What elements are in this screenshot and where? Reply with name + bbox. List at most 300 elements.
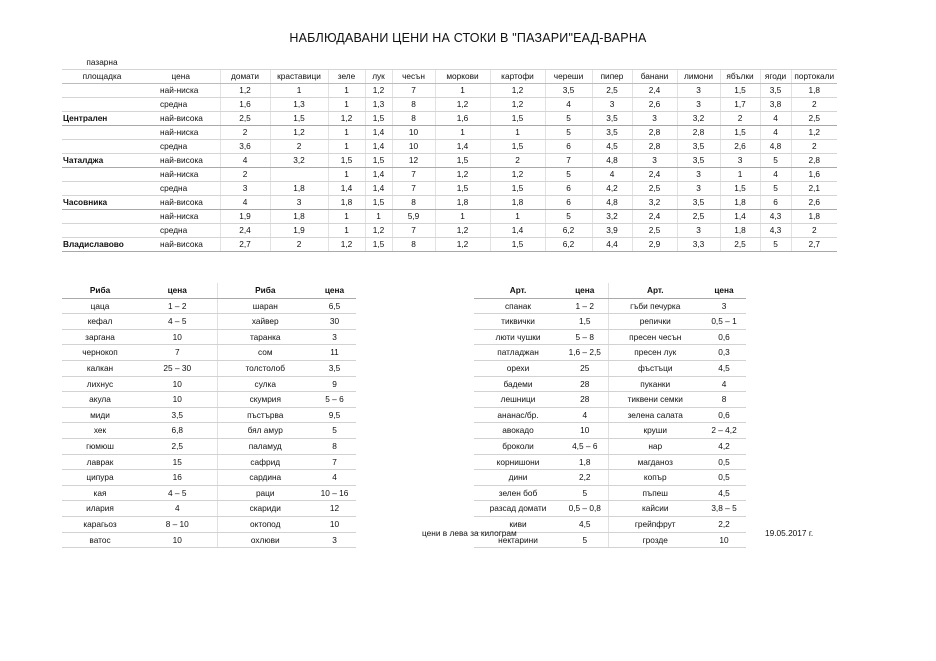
market-name <box>62 126 142 140</box>
column-header: зеле <box>328 70 365 84</box>
item-name: кефал <box>62 314 138 330</box>
price-cell: 3,5 <box>592 112 632 126</box>
price-cell: 1 <box>435 210 490 224</box>
price-cell: 5 <box>760 182 791 196</box>
item-name: корнишони <box>474 454 562 470</box>
item-name: бял амур <box>217 423 313 439</box>
price-cell: 6 <box>545 196 592 210</box>
market-name <box>62 210 142 224</box>
header-spacer <box>632 56 677 70</box>
market-name <box>62 182 142 196</box>
item-name: пъпеш <box>608 485 702 501</box>
price-cell: 1,2 <box>791 126 837 140</box>
price-cell: 2,4 <box>632 168 677 182</box>
item-price: 28 <box>562 392 608 408</box>
price-cell: 1,5 <box>365 154 392 168</box>
item-name: цаца <box>62 298 138 314</box>
price-cell: 3,5 <box>677 196 720 210</box>
price-cell: 2,4 <box>632 84 677 98</box>
price-cell: 1,3 <box>365 98 392 112</box>
item-price: 25 – 30 <box>138 360 217 376</box>
price-cell: 3,2 <box>270 154 328 168</box>
table-row <box>474 501 746 517</box>
item-name: тиквички <box>474 314 562 330</box>
price-cell: 1,5 <box>328 154 365 168</box>
price-cell: 7 <box>545 154 592 168</box>
price-cell: 1,9 <box>270 224 328 238</box>
price-cell: 1,4 <box>365 140 392 154</box>
header-spacer <box>142 56 220 70</box>
table-row <box>62 140 837 154</box>
column-header: лук <box>365 70 392 84</box>
item-price: 5 <box>562 532 608 548</box>
item-name: кайсии <box>608 501 702 517</box>
price-cell: 3 <box>632 112 677 126</box>
table-row <box>62 516 356 532</box>
price-cell: 1 <box>328 168 365 182</box>
price-cell: 1 <box>328 210 365 224</box>
table-row <box>62 298 356 314</box>
column-header: чесън <box>392 70 435 84</box>
column-header: цена <box>313 283 356 298</box>
item-price: 4 <box>138 501 217 517</box>
price-level: най-ниска <box>142 84 220 98</box>
price-cell: 1,2 <box>435 98 490 112</box>
price-cell: 1,6 <box>791 168 837 182</box>
price-cell: 1,4 <box>328 182 365 196</box>
price-cell: 2,6 <box>720 140 760 154</box>
table-row <box>62 392 356 408</box>
price-level: най-висока <box>142 196 220 210</box>
item-price: 6,5 <box>313 298 356 314</box>
item-name: чернокоп <box>62 345 138 361</box>
market-name <box>62 168 142 182</box>
price-cell: 2 <box>270 140 328 154</box>
item-price: 0,5 – 1 <box>702 314 746 330</box>
price-cell: 1,2 <box>365 224 392 238</box>
table-row <box>62 360 356 376</box>
price-cell: 3,5 <box>545 84 592 98</box>
item-name: пресен лук <box>608 345 702 361</box>
header-spacer <box>365 56 392 70</box>
item-name: гъби печурка <box>608 298 702 314</box>
item-name: скумрия <box>217 392 313 408</box>
price-cell: 1,5 <box>490 140 545 154</box>
price-cell: 6 <box>545 140 592 154</box>
price-cell: 6 <box>545 182 592 196</box>
price-level: средна <box>142 140 220 154</box>
price-cell: 5 <box>760 238 791 252</box>
item-name: карагьоз <box>62 516 138 532</box>
price-cell: 1,4 <box>365 126 392 140</box>
table-row <box>62 423 356 439</box>
price-cell: 3,8 <box>760 98 791 112</box>
price-cell: 3 <box>720 154 760 168</box>
item-price: 5 <box>313 423 356 439</box>
header-spacer <box>720 56 760 70</box>
price-cell: 4,5 <box>592 140 632 154</box>
price-cell: 1,5 <box>365 238 392 252</box>
price-cell: 1,8 <box>328 196 365 210</box>
table-row <box>62 438 356 454</box>
price-cell: 1,5 <box>720 84 760 98</box>
header-row <box>62 56 837 70</box>
header-spacer <box>490 56 545 70</box>
table-row <box>474 470 746 486</box>
price-cell: 2,8 <box>677 126 720 140</box>
item-name: зелена салата <box>608 407 702 423</box>
price-cell: 2,1 <box>791 182 837 196</box>
column-header: цена <box>138 283 217 298</box>
item-name: пъстърва <box>217 407 313 423</box>
price-cell: 3,6 <box>220 140 270 154</box>
price-cell: 6,2 <box>545 224 592 238</box>
table-row <box>62 376 356 392</box>
item-name: сафрид <box>217 454 313 470</box>
table-row <box>474 376 746 392</box>
market-name <box>62 140 142 154</box>
price-cell: 7 <box>392 84 435 98</box>
price-cell: 2,5 <box>677 210 720 224</box>
item-price: 2,2 <box>562 470 608 486</box>
price-cell <box>270 168 328 182</box>
price-cell: 4,3 <box>760 224 791 238</box>
price-cell: 1,7 <box>720 98 760 112</box>
item-price: 4,5 – 6 <box>562 438 608 454</box>
price-cell: 4 <box>760 112 791 126</box>
table-row <box>62 98 837 112</box>
table-row <box>62 112 837 126</box>
item-name: заргана <box>62 329 138 345</box>
price-cell: 1,5 <box>365 196 392 210</box>
report-date: 19.05.2017 г. <box>765 528 814 538</box>
header-spacer <box>760 56 791 70</box>
item-name: охлюви <box>217 532 313 548</box>
market-name <box>62 224 142 238</box>
column-header: банани <box>632 70 677 84</box>
item-price: 0,3 <box>702 345 746 361</box>
header-spacer <box>435 56 490 70</box>
table-row <box>474 314 746 330</box>
market-name: Часовника <box>62 196 142 210</box>
column-header: краставици <box>270 70 328 84</box>
price-cell: 1,5 <box>720 182 760 196</box>
item-name: разсад домати <box>474 501 562 517</box>
item-price: 3,5 <box>313 360 356 376</box>
item-price: 4,5 <box>702 485 746 501</box>
item-name: толстолоб <box>217 360 313 376</box>
table-row <box>474 407 746 423</box>
price-cell: 2,4 <box>220 224 270 238</box>
table-row <box>62 407 356 423</box>
price-cell: 4,8 <box>592 154 632 168</box>
price-cell: 5 <box>545 210 592 224</box>
price-cell: 1 <box>328 126 365 140</box>
item-name: копър <box>608 470 702 486</box>
item-price: 6,8 <box>138 423 217 439</box>
market-name <box>62 84 142 98</box>
price-cell: 1,2 <box>490 98 545 112</box>
price-level: най-висока <box>142 112 220 126</box>
price-cell: 2 <box>791 224 837 238</box>
table-row <box>62 345 356 361</box>
price-cell: 3 <box>677 168 720 182</box>
item-price: 5 – 6 <box>313 392 356 408</box>
item-name: калкан <box>62 360 138 376</box>
price-cell: 1,5 <box>435 154 490 168</box>
price-cell: 1,2 <box>328 238 365 252</box>
price-cell: 3,5 <box>677 154 720 168</box>
header-spacer <box>791 56 837 70</box>
price-cell: 1 <box>270 84 328 98</box>
price-cell: 3,2 <box>592 210 632 224</box>
item-name: броколи <box>474 438 562 454</box>
price-cell: 1,4 <box>365 182 392 196</box>
item-name: ципура <box>62 470 138 486</box>
price-level: най-висока <box>142 238 220 252</box>
table-row <box>62 454 356 470</box>
price-cell: 1,5 <box>490 112 545 126</box>
item-price: 11 <box>313 345 356 361</box>
item-price: 3,8 – 5 <box>702 501 746 517</box>
price-cell: 1,4 <box>720 210 760 224</box>
price-cell: 8 <box>392 196 435 210</box>
header-market-label: пазарна <box>62 56 142 70</box>
item-price: 4 <box>562 407 608 423</box>
price-cell: 2,6 <box>791 196 837 210</box>
item-name: патладжан <box>474 345 562 361</box>
price-cell: 1,2 <box>220 84 270 98</box>
column-header: цена <box>562 283 608 298</box>
item-name: таранка <box>217 329 313 345</box>
price-cell: 1,8 <box>720 224 760 238</box>
item-name: круши <box>608 423 702 439</box>
item-name: паламуд <box>217 438 313 454</box>
item-name: спанак <box>474 298 562 314</box>
table-row <box>474 438 746 454</box>
market-prices-table <box>62 56 837 252</box>
item-name: акула <box>62 392 138 408</box>
item-price: 10 <box>138 376 217 392</box>
price-level: средна <box>142 182 220 196</box>
item-name: грейпфрут <box>608 516 702 532</box>
price-cell: 2,5 <box>592 84 632 98</box>
price-cell: 1,8 <box>435 196 490 210</box>
item-name: кая <box>62 485 138 501</box>
price-cell: 1 <box>720 168 760 182</box>
item-price: 10 <box>138 532 217 548</box>
table-row <box>62 210 837 224</box>
item-name: фъстъци <box>608 360 702 376</box>
price-cell: 3,5 <box>677 140 720 154</box>
table-row <box>474 392 746 408</box>
market-name: Централен <box>62 112 142 126</box>
price-cell: 1,4 <box>490 224 545 238</box>
price-cell: 1,2 <box>365 84 392 98</box>
price-cell: 2 <box>791 140 837 154</box>
price-cell: 1,2 <box>328 112 365 126</box>
price-cell: 1,6 <box>435 112 490 126</box>
price-cell: 1,8 <box>791 84 837 98</box>
price-cell: 8 <box>392 98 435 112</box>
item-name: лихнус <box>62 376 138 392</box>
price-cell: 10 <box>392 126 435 140</box>
header-spacer <box>545 56 592 70</box>
price-cell: 3 <box>677 84 720 98</box>
item-price: 7 <box>138 345 217 361</box>
item-name: нар <box>608 438 702 454</box>
table-row <box>474 345 746 361</box>
item-price: 3,5 <box>138 407 217 423</box>
header-price-label: цена <box>142 70 220 84</box>
fish-prices-table <box>62 283 356 548</box>
price-cell: 2,5 <box>632 224 677 238</box>
item-name: скариди <box>217 501 313 517</box>
price-cell: 1 <box>435 126 490 140</box>
unit-note: цени в лева за килограм <box>422 528 517 538</box>
table-row <box>62 238 837 252</box>
price-cell: 2,7 <box>791 238 837 252</box>
item-name: дини <box>474 470 562 486</box>
market-name: Чаталджа <box>62 154 142 168</box>
item-price: 4 <box>702 376 746 392</box>
column-header: Арт. <box>608 283 702 298</box>
price-cell: 1,8 <box>270 210 328 224</box>
price-cell: 8 <box>392 238 435 252</box>
column-header: домати <box>220 70 270 84</box>
column-header: пипер <box>592 70 632 84</box>
price-cell: 1,6 <box>220 98 270 112</box>
price-cell: 1,8 <box>720 196 760 210</box>
item-price: 1,8 <box>562 454 608 470</box>
item-name: орехи <box>474 360 562 376</box>
item-price: 10 <box>138 329 217 345</box>
price-cell: 2 <box>490 154 545 168</box>
table-row <box>62 485 356 501</box>
price-cell: 2 <box>270 238 328 252</box>
column-header: Риба <box>217 283 313 298</box>
price-cell: 4,3 <box>760 210 791 224</box>
item-name: миди <box>62 407 138 423</box>
table-row <box>474 298 746 314</box>
price-cell: 4,8 <box>592 196 632 210</box>
price-cell: 3 <box>220 182 270 196</box>
column-header: портокали <box>791 70 837 84</box>
products-prices-table <box>474 283 746 548</box>
item-name: лешници <box>474 392 562 408</box>
table-row <box>62 470 356 486</box>
item-price: 30 <box>313 314 356 330</box>
item-price: 1,5 <box>562 314 608 330</box>
page-title: НАБЛЮДАВАНИ ЦЕНИ НА СТОКИ В "ПАЗАРИ"ЕАД-ВАРНА <box>289 31 647 45</box>
price-cell: 3 <box>632 154 677 168</box>
table-row <box>62 314 356 330</box>
item-price: 0,6 <box>702 407 746 423</box>
item-price: 16 <box>138 470 217 486</box>
item-name: илария <box>62 501 138 517</box>
price-cell: 7 <box>392 182 435 196</box>
table-row <box>62 329 356 345</box>
table-row <box>474 485 746 501</box>
item-name: тиквени семки <box>608 392 702 408</box>
item-price: 0,5 <box>702 470 746 486</box>
header-spacer <box>677 56 720 70</box>
price-cell: 1,2 <box>270 126 328 140</box>
item-price: 10 <box>562 423 608 439</box>
item-name: репички <box>608 314 702 330</box>
price-level: най-ниска <box>142 210 220 224</box>
price-cell: 2,4 <box>632 210 677 224</box>
item-price: 2,5 <box>138 438 217 454</box>
price-cell: 2,5 <box>791 112 837 126</box>
price-cell: 1,5 <box>490 182 545 196</box>
price-level: средна <box>142 224 220 238</box>
price-cell: 5 <box>545 168 592 182</box>
item-name: пресен чесън <box>608 329 702 345</box>
table-row <box>62 84 837 98</box>
price-cell: 3,3 <box>677 238 720 252</box>
price-cell: 1,3 <box>270 98 328 112</box>
table-row <box>62 126 837 140</box>
header-spacer <box>220 56 270 70</box>
price-cell: 4,4 <box>592 238 632 252</box>
price-cell: 2,5 <box>220 112 270 126</box>
item-price: 4 – 5 <box>138 314 217 330</box>
price-cell: 3 <box>677 182 720 196</box>
item-price: 9 <box>313 376 356 392</box>
market-name: Владиславово <box>62 238 142 252</box>
item-price: 4 <box>313 470 356 486</box>
item-name: лаврак <box>62 454 138 470</box>
price-cell: 4 <box>760 168 791 182</box>
column-header: Риба <box>62 283 138 298</box>
item-price: 5 <box>562 485 608 501</box>
header-row <box>474 283 746 298</box>
price-cell: 1,5 <box>490 238 545 252</box>
table-row <box>62 196 837 210</box>
item-price: 1 – 2 <box>562 298 608 314</box>
price-cell: 6 <box>760 196 791 210</box>
price-cell: 1,2 <box>435 168 490 182</box>
price-cell: 2,8 <box>632 140 677 154</box>
price-cell: 5 <box>545 126 592 140</box>
column-header: ябълки <box>720 70 760 84</box>
price-cell: 7 <box>392 224 435 238</box>
price-cell: 1,8 <box>791 210 837 224</box>
price-cell: 2,5 <box>632 182 677 196</box>
price-cell: 1,2 <box>435 224 490 238</box>
header-spacer <box>392 56 435 70</box>
item-price: 8 <box>702 392 746 408</box>
price-cell: 1,5 <box>435 182 490 196</box>
item-name: ананас/бр. <box>474 407 562 423</box>
price-cell: 1 <box>328 224 365 238</box>
price-cell: 1,4 <box>365 168 392 182</box>
price-cell: 1,9 <box>220 210 270 224</box>
price-cell: 5 <box>545 112 592 126</box>
table-row <box>62 224 837 238</box>
column-header: цена <box>702 283 746 298</box>
item-price: 10 <box>138 392 217 408</box>
item-name: люти чушки <box>474 329 562 345</box>
price-cell: 2 <box>220 126 270 140</box>
item-name: грозде <box>608 532 702 548</box>
item-price: 8 – 10 <box>138 516 217 532</box>
price-cell: 4 <box>760 126 791 140</box>
header-row <box>62 70 837 84</box>
price-cell: 1,8 <box>270 182 328 196</box>
price-cell: 3 <box>270 196 328 210</box>
